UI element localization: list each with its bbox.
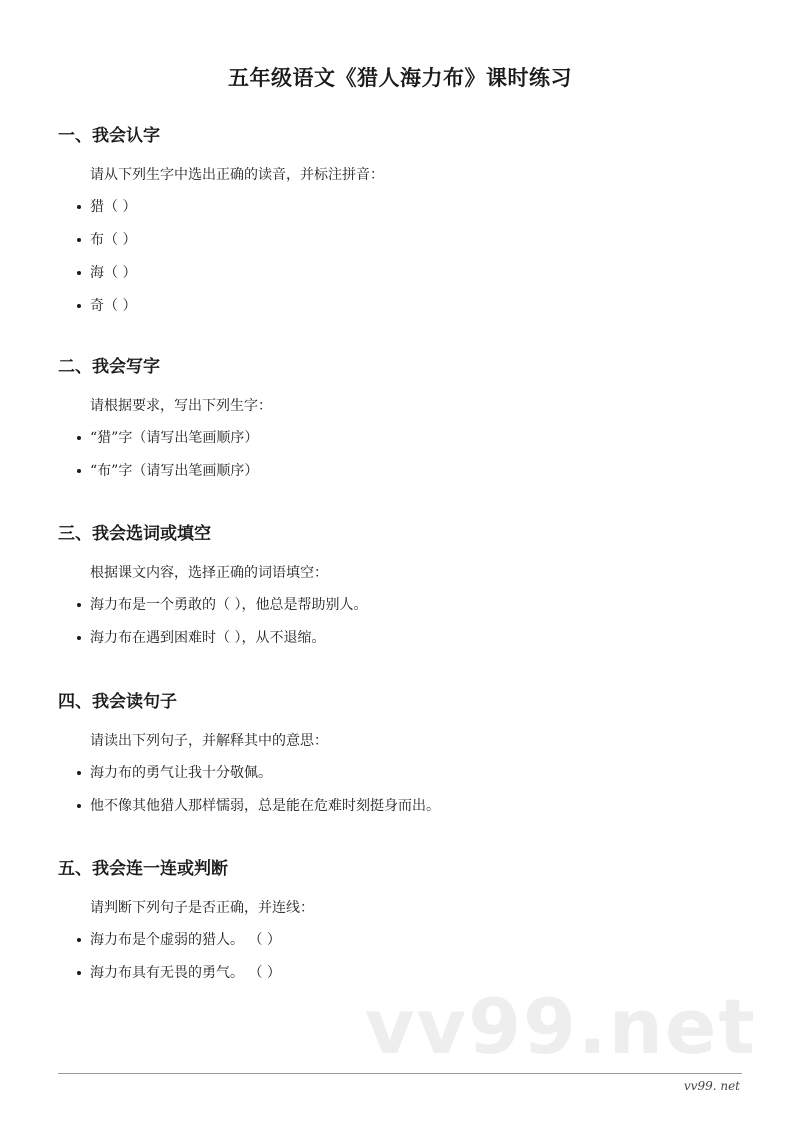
list-item <box>58 230 760 250</box>
bullet-icon <box>77 636 81 640</box>
question-list <box>58 595 760 648</box>
list-item <box>58 796 760 816</box>
bullet-icon <box>77 771 81 775</box>
section-instruction: 请从下列生字中选出正确的读音，并标注拼音： <box>90 167 384 183</box>
watermark: vv99.net <box>365 982 757 1071</box>
footer-divider <box>58 1073 742 1074</box>
bullet-icon <box>77 271 81 275</box>
section-heading: 三、我会选词或填空 <box>58 524 211 544</box>
section-read-sentences <box>58 690 760 829</box>
question-text: 布（ ） <box>90 232 137 248</box>
section-instruction: 请根据要求，写出下列生字： <box>90 398 272 414</box>
section-heading: 四、我会读句子 <box>58 692 177 712</box>
list-item <box>58 595 760 615</box>
section-write-characters <box>58 355 760 494</box>
bullet-icon <box>77 304 81 308</box>
question-text: 他不像其他猎人那样懦弱，总是能在危难时刻挺身而出。 <box>90 798 440 814</box>
question-list <box>58 763 760 816</box>
question-text: 海力布是一个勇敢的（ ），他总是帮助别人。 <box>90 597 368 613</box>
bullet-icon <box>77 469 81 473</box>
bullet-icon <box>77 804 81 808</box>
question-text: 海力布在遇到困难时（ ），从不退缩。 <box>90 630 326 646</box>
section-heading: 五、我会连一连或判断 <box>58 859 228 879</box>
list-item <box>58 763 760 783</box>
question-list <box>58 930 760 983</box>
question-text: 海（ ） <box>90 265 137 281</box>
section-fill-blanks <box>58 522 760 661</box>
list-item <box>58 930 760 950</box>
question-text: 猎（ ） <box>90 199 137 215</box>
list-item <box>58 428 760 448</box>
bullet-icon <box>77 938 81 942</box>
section-heading: 二、我会写字 <box>58 357 160 377</box>
question-list <box>58 428 760 481</box>
question-text: 海力布是个虚弱的猎人。 （ ） <box>90 932 281 948</box>
question-text: 海力布的勇气让我十分敬佩。 <box>90 765 272 781</box>
bullet-icon <box>77 238 81 242</box>
list-item <box>58 963 760 983</box>
section-instruction: 请读出下列句子，并解释其中的意思： <box>90 733 328 749</box>
list-item <box>58 197 760 217</box>
section-instruction: 请判断下列句子是否正确，并连线： <box>90 900 314 916</box>
question-text: “猎”字（请写出笔画顺序） <box>90 430 259 446</box>
question-text: “布”字（请写出笔画顺序） <box>90 463 259 479</box>
question-text: 海力布具有无畏的勇气。 （ ） <box>90 965 281 981</box>
page-title: 五年级语文《猎人海力布》课时练习 <box>228 66 572 90</box>
list-item <box>58 263 760 283</box>
section-heading: 一、我会认字 <box>58 126 160 146</box>
bullet-icon <box>77 436 81 440</box>
footer-site-label: vv99. net <box>683 1079 740 1093</box>
section-match-judge <box>58 857 760 996</box>
bullet-icon <box>77 205 81 209</box>
list-item <box>58 296 760 316</box>
list-item <box>58 461 760 481</box>
question-text: 奇（ ） <box>90 298 137 314</box>
section-recognize-characters <box>58 124 760 329</box>
section-instruction: 根据课文内容，选择正确的词语填空： <box>90 565 328 581</box>
question-list <box>58 197 760 316</box>
bullet-icon <box>77 603 81 607</box>
list-item <box>58 628 760 648</box>
bullet-icon <box>77 971 81 975</box>
